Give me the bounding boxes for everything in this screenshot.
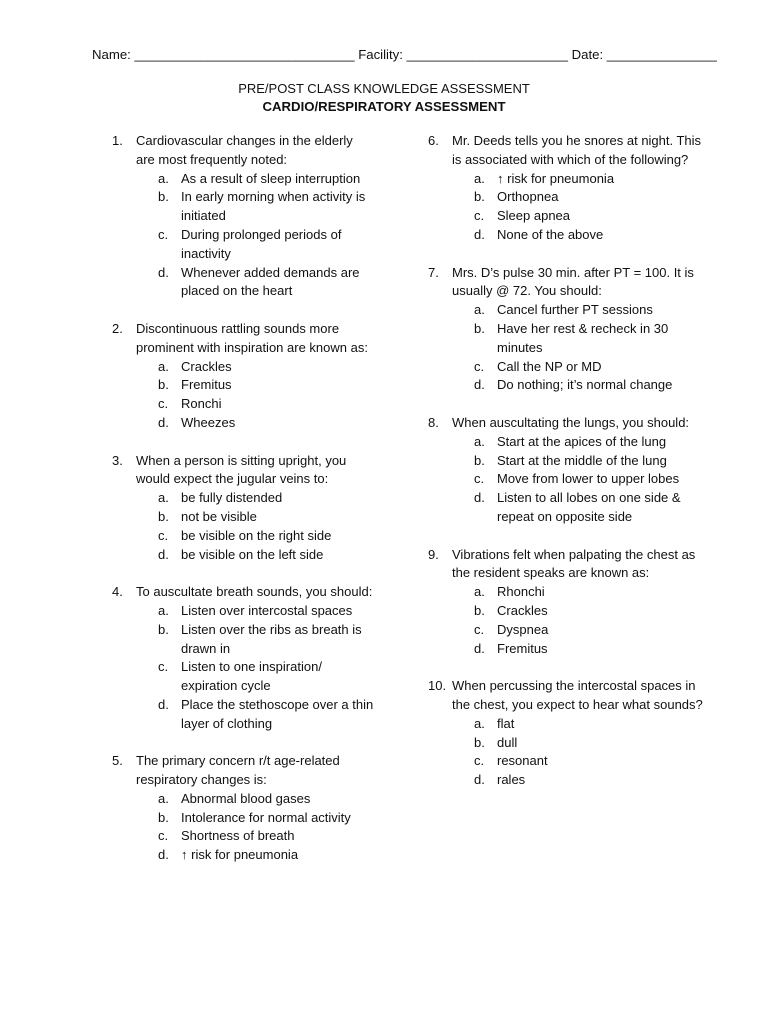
right-column	[428, 132, 710, 809]
answer-option	[452, 771, 710, 790]
answer-option	[136, 846, 374, 865]
answer-options	[136, 489, 374, 564]
answer-option	[136, 489, 374, 508]
option-letter: b.	[474, 602, 485, 618]
option-text: Listen over the ribs as breath is drawn in	[181, 621, 362, 656]
option-text: be fully distended	[181, 490, 283, 506]
option-text: Orthopnea	[497, 189, 559, 205]
answer-option	[452, 170, 710, 189]
option-letter: c.	[474, 471, 485, 487]
question-text: Vibrations felt when palpating the chest as the resident speaks are known as:	[452, 546, 696, 581]
option-text: During prolonged periods of inactivity	[181, 226, 342, 261]
answer-options	[136, 170, 374, 302]
answer-option	[452, 470, 710, 489]
answer-option	[136, 395, 374, 414]
option-text: Shortness of breath	[181, 828, 295, 844]
question-number: 7.	[428, 264, 439, 280]
option-letter: c.	[474, 358, 485, 374]
option-text: Listen to one inspiration/ expiration cycle	[181, 659, 322, 694]
answer-option	[452, 226, 710, 245]
assessment-title: PRE/POST CLASS KNOWLEDGE ASSESSMENT	[238, 81, 530, 96]
answer-option	[136, 527, 374, 546]
option-letter: a.	[158, 602, 169, 618]
option-text: Abnormal blood gases	[181, 790, 311, 806]
answer-option	[136, 621, 374, 659]
option-letter: d.	[474, 377, 485, 393]
option-letter: b.	[158, 189, 169, 205]
question-item	[428, 677, 710, 790]
answer-options	[452, 433, 710, 527]
answer-option	[136, 226, 374, 264]
option-letter: d.	[474, 640, 485, 656]
option-text: None of the above	[497, 226, 604, 242]
option-text: be visible on the left side	[181, 546, 324, 562]
answer-option	[136, 827, 374, 846]
option-letter: d.	[158, 696, 169, 712]
option-text: ↑ risk for pneumonia	[497, 170, 615, 186]
question-text: Mrs. D’s pulse 30 min. after PT = 100. It is usually @ 72. You should:	[452, 264, 694, 299]
option-text: Sleep apnea	[497, 208, 571, 224]
option-letter: b.	[474, 452, 485, 468]
answer-option	[452, 583, 710, 602]
option-text: resonant	[497, 753, 548, 769]
option-letter: b.	[474, 734, 485, 750]
option-letter: b.	[158, 508, 169, 524]
option-letter: d.	[158, 414, 169, 430]
option-text: Do nothing; it’s normal change	[497, 377, 673, 393]
option-letter: c.	[158, 527, 169, 543]
option-letter: c.	[158, 659, 169, 675]
option-text: Rhonchi	[497, 584, 545, 600]
document-titles	[0, 80, 768, 116]
answer-option	[452, 715, 710, 734]
question-text: The primary concern r/t age-related respiratory changes is:	[136, 753, 340, 788]
answer-option	[452, 433, 710, 452]
answer-options	[452, 170, 710, 245]
question-text: When a person is sitting upright, you would expect the jugular veins to:	[136, 452, 347, 487]
option-text: Fremitus	[181, 377, 232, 393]
option-letter: d.	[158, 546, 169, 562]
option-letter: b.	[158, 377, 169, 393]
question-number: 8.	[428, 414, 439, 430]
option-text: rales	[497, 772, 526, 788]
option-text: Place the stethoscope over a thin layer of clothing	[181, 696, 374, 731]
answer-option	[136, 414, 374, 433]
question-item	[428, 132, 710, 245]
answer-option	[452, 489, 710, 527]
option-text: not be visible	[181, 508, 257, 524]
question-item	[112, 583, 374, 733]
option-text: Wheezes	[181, 414, 236, 430]
option-letter: a.	[158, 170, 169, 186]
option-letter: b.	[158, 621, 169, 637]
option-text: Dyspnea	[497, 621, 549, 637]
option-text: Listen over intercostal spaces	[181, 602, 353, 618]
answer-options	[136, 602, 374, 734]
answer-options	[452, 301, 710, 395]
option-letter: d.	[474, 490, 485, 506]
option-text: Fremitus	[497, 640, 548, 656]
answer-options	[136, 790, 374, 865]
answer-option	[452, 752, 710, 771]
answer-option	[452, 188, 710, 207]
question-text: Discontinuous rattling sounds more prominent with inspiration are known as:	[136, 320, 368, 355]
option-text: Crackles	[497, 602, 548, 618]
option-letter: c.	[474, 621, 485, 637]
answer-option	[452, 621, 710, 640]
question-text: Mr. Deeds tells you he snores at night. This is associated with which of the following?	[452, 133, 702, 167]
question-number: 5.	[112, 753, 123, 769]
question-item	[428, 546, 710, 659]
date-label: Date:	[571, 47, 604, 62]
question-item	[112, 752, 374, 865]
question-text: To auscultate breath sounds, you should:	[136, 584, 373, 600]
answer-option	[136, 790, 374, 809]
question-number: 1.	[112, 133, 123, 148]
question-item	[428, 414, 710, 527]
answer-option	[136, 658, 374, 696]
answer-option	[136, 546, 374, 565]
option-text: Have her rest & recheck in 30 minutes	[497, 320, 669, 355]
option-text: Intolerance for normal activity	[181, 809, 351, 825]
answer-option	[452, 207, 710, 226]
option-letter: c.	[474, 208, 485, 224]
answer-options	[136, 358, 374, 433]
answer-option	[136, 170, 374, 189]
option-text: Start at the apices of the lung	[497, 433, 667, 449]
option-text: Whenever added demands are placed on the heart	[181, 264, 360, 299]
option-letter: a.	[474, 302, 485, 318]
option-letter: d.	[158, 264, 169, 280]
answer-option	[452, 320, 710, 358]
option-letter: a.	[158, 358, 169, 374]
option-letter: a.	[158, 490, 169, 506]
answer-option	[136, 264, 374, 302]
answer-option	[136, 376, 374, 395]
option-letter: a.	[474, 584, 485, 600]
answer-option	[136, 602, 374, 621]
question-item	[428, 264, 710, 396]
option-letter: c.	[158, 828, 169, 844]
option-letter: d.	[474, 226, 485, 242]
answer-option	[136, 188, 374, 226]
question-item	[112, 132, 374, 301]
question-number: 4.	[112, 584, 123, 600]
date-blank: _______________	[603, 47, 717, 62]
option-text: Ronchi	[181, 396, 222, 412]
option-letter: b.	[158, 809, 169, 825]
assessment-subtitle: CARDIO/RESPIRATORY ASSESSMENT	[262, 99, 506, 114]
option-letter: c.	[158, 396, 169, 412]
option-letter: a.	[474, 715, 485, 731]
option-text: Move from lower to upper lobes	[497, 471, 680, 487]
option-text: be visible on the right side	[181, 527, 332, 543]
option-text: ↑ risk for pneumonia	[181, 847, 299, 863]
question-number: 6.	[428, 133, 439, 148]
option-letter: b.	[474, 189, 485, 205]
answer-option	[136, 358, 374, 377]
question-number: 10.	[428, 678, 447, 694]
option-text: In early morning when activity is initiated	[181, 189, 366, 224]
answer-option	[452, 602, 710, 621]
question-text: When auscultating the lungs, you should:	[452, 414, 690, 430]
option-text: As a result of sleep interruption	[181, 170, 361, 186]
option-text: Start at the middle of the lung	[497, 452, 667, 468]
option-letter: a.	[158, 790, 169, 806]
question-item	[112, 452, 374, 565]
option-letter: c.	[158, 226, 169, 242]
facility-label: Facility:	[358, 47, 403, 62]
question-number: 2.	[112, 320, 123, 336]
name-label: Name:	[92, 47, 131, 62]
facility-blank: ______________________	[402, 47, 572, 62]
question-number: 3.	[112, 452, 123, 468]
question-text: When percussing the intercostal spaces in the chest, you expect to hear what sounds?	[452, 678, 703, 712]
answer-option	[452, 734, 710, 753]
answer-option	[452, 376, 710, 395]
question-text: Cardiovascular changes in the elderly are most frequently noted:	[136, 133, 353, 167]
answer-option	[452, 358, 710, 377]
answer-option	[136, 809, 374, 828]
option-text: dull	[497, 734, 518, 750]
answer-options	[452, 715, 710, 790]
option-letter: d.	[474, 772, 485, 788]
left-column	[112, 132, 374, 884]
option-letter: b.	[474, 320, 485, 336]
name-blank: ______________________________	[130, 47, 359, 62]
option-letter: a.	[474, 433, 485, 449]
option-text: Crackles	[181, 358, 232, 374]
answer-option	[136, 508, 374, 527]
option-text: Call the NP or MD	[497, 358, 602, 374]
option-text: Cancel further PT sessions	[497, 302, 653, 318]
answer-option	[452, 301, 710, 320]
option-text: flat	[497, 715, 515, 731]
option-letter: d.	[158, 847, 169, 863]
option-letter: c.	[474, 753, 485, 769]
option-text: Listen to all lobes on one side & repeat on opposite side	[497, 490, 681, 524]
answer-option	[136, 696, 374, 734]
answer-option	[452, 640, 710, 659]
answer-option	[452, 452, 710, 471]
question-item	[112, 320, 374, 433]
header-fields	[92, 46, 717, 65]
answer-options	[452, 583, 710, 658]
question-number: 9.	[428, 546, 439, 562]
option-letter: a.	[474, 170, 485, 186]
